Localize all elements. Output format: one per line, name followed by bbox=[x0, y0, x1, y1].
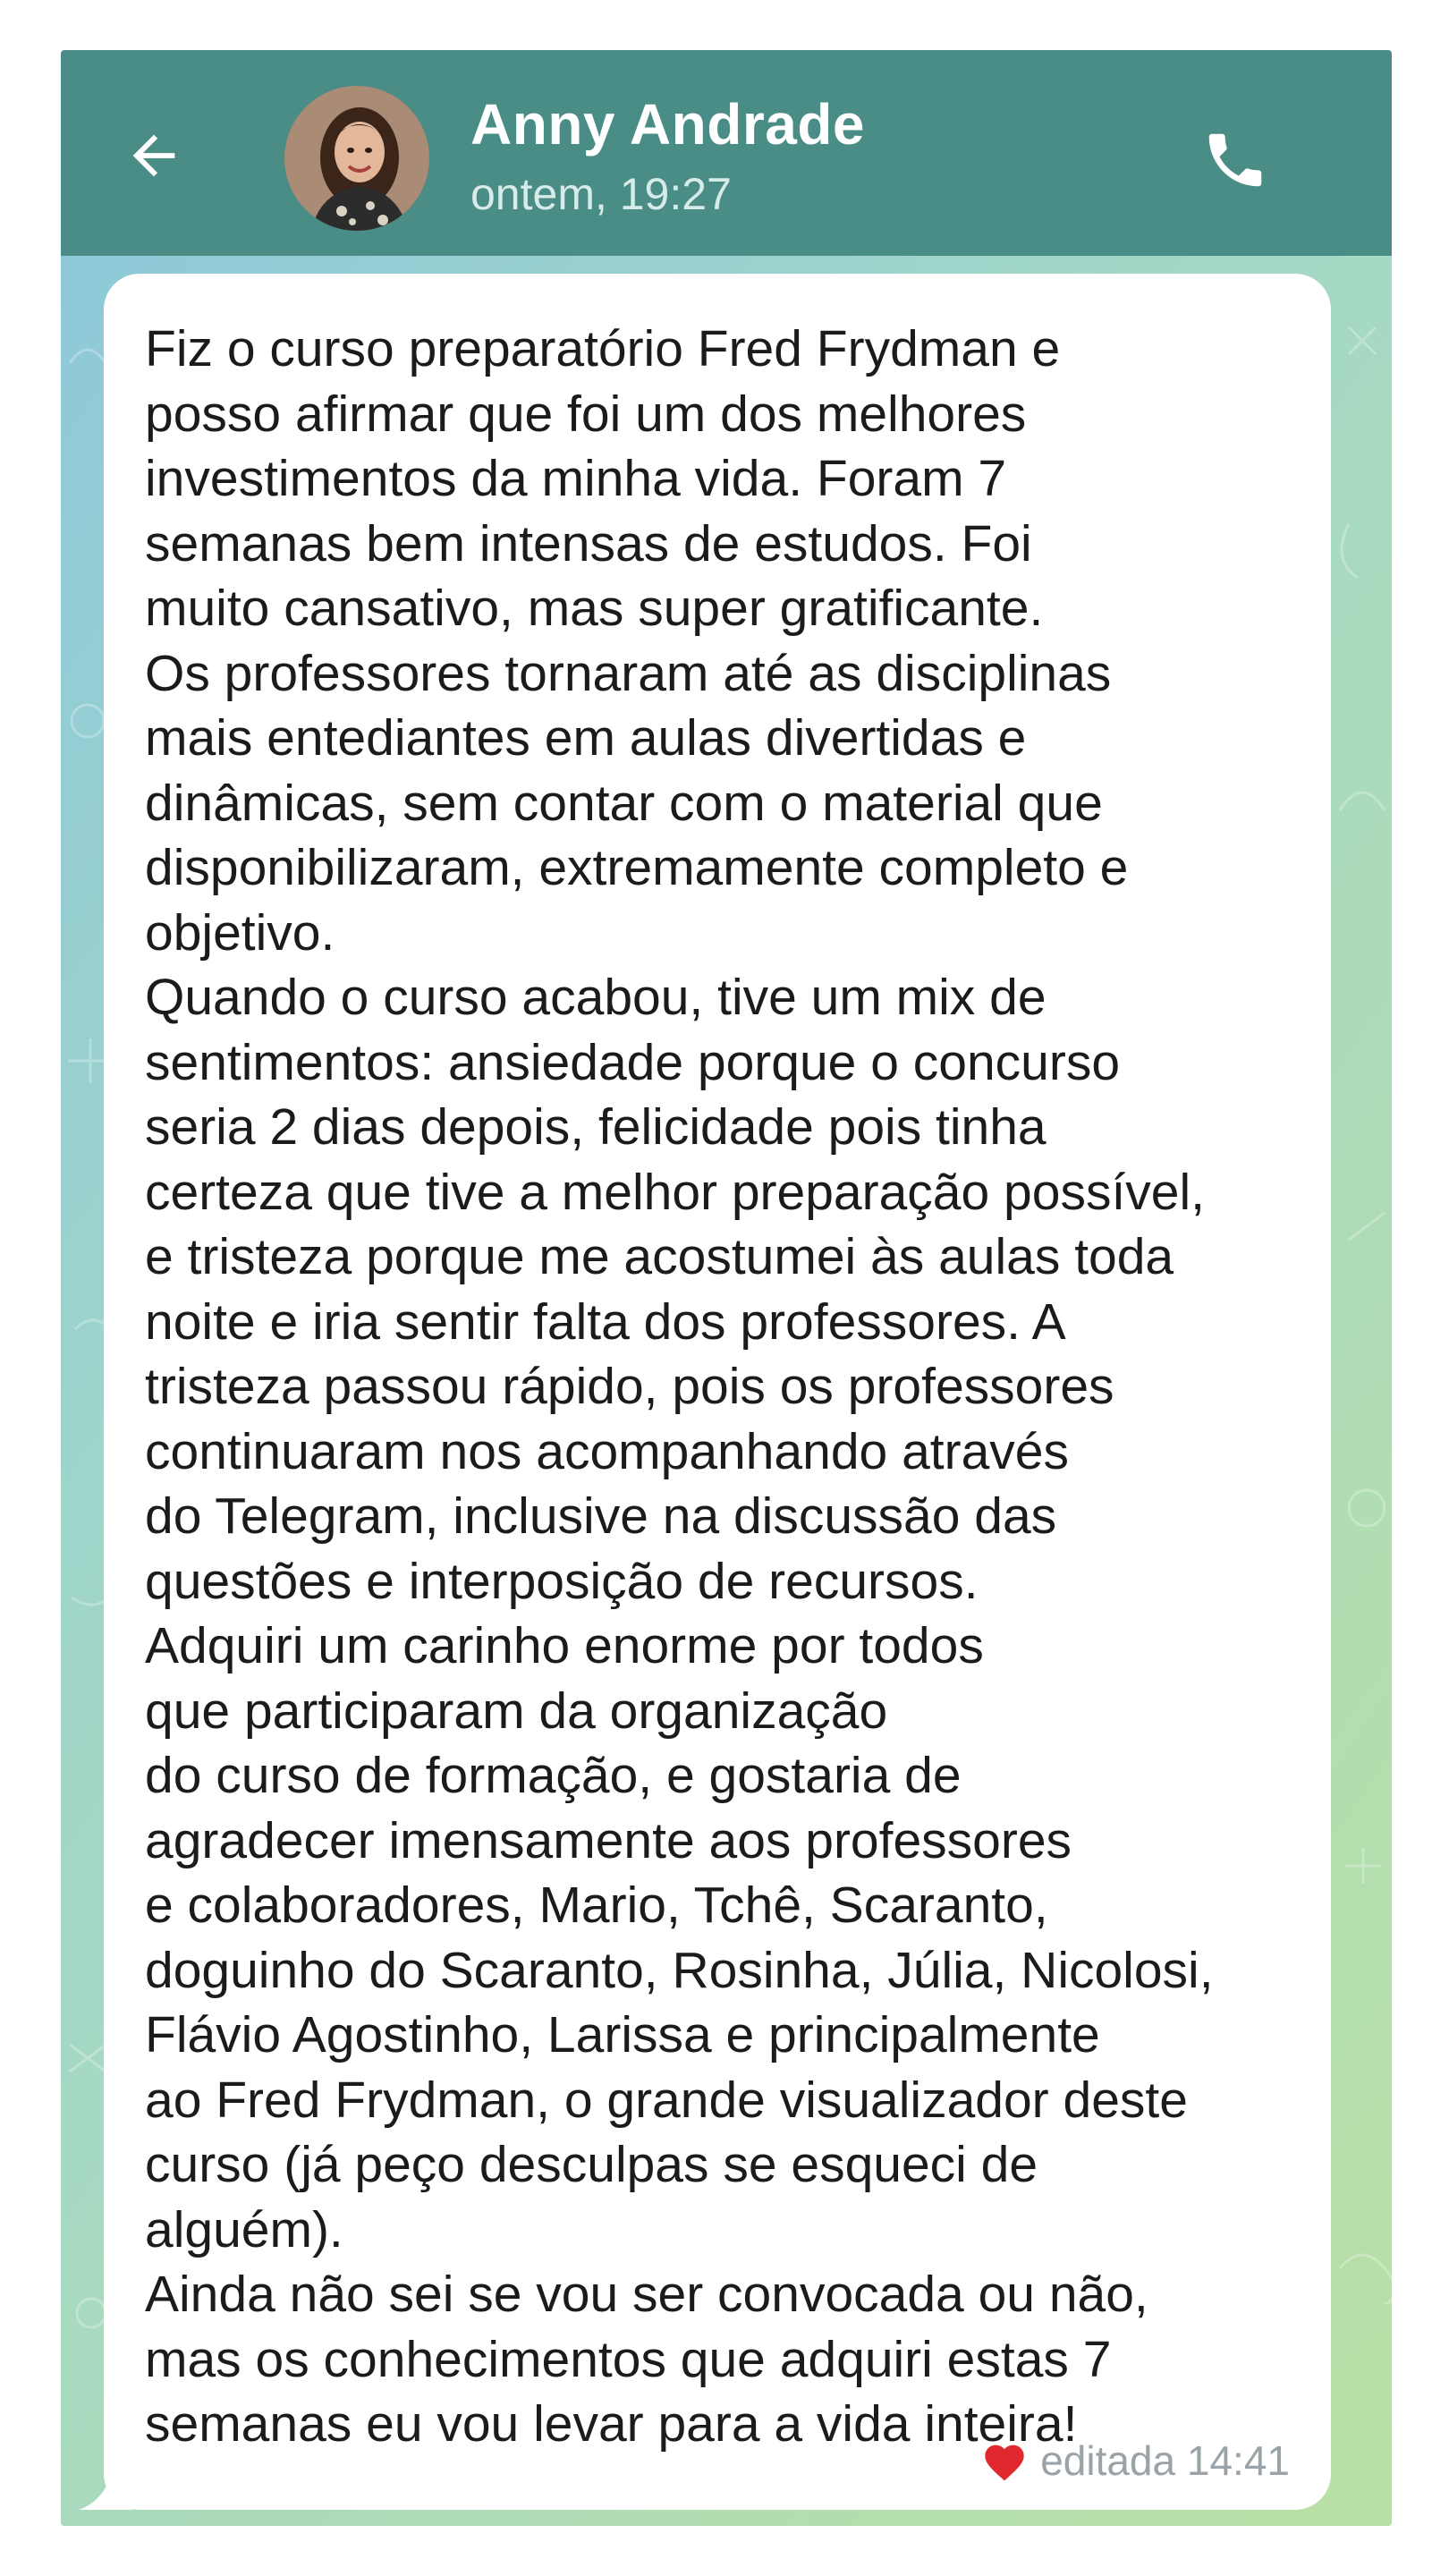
avatar[interactable] bbox=[284, 86, 429, 231]
avatar-image bbox=[284, 86, 429, 231]
heart-icon[interactable] bbox=[981, 2439, 1028, 2482]
message-text: Fiz o curso preparatório Fred Frydman e posso afirmar que foi um dos melhores investimentos da minha vida. Foram 7 semanas bem intensas de estudos. Foi muito cansativo, mas super gratificante. Os professores tornaram até as disciplinas mais entediantes em aulas divertidas e dinâmicas, sem contar com o material que disponibilizaram, extremamente completo e objetivo. Quando o curso acabou, tive um mix de sentimentos: ansiedade porque o concurso seria 2 dias depois, felicidade pois tinha certeza que tive a melhor preparação possível, e tristeza porque me acostumei às aulas toda noite e iria sentir falta dos professores. A tristeza passou rápido, pois os professores continuaram nos acompanhando através do Telegram, inclusive na discussão das questões e interposição de recursos. Adquiri um carinho enorme por todos que participaram da organização do curso de formação, e gostaria de agradecer imensamente aos professores e colaboradores, Mario, Tchê, Scaranto, doguinho do Scaranto, Rosinha, Júlia, Nicolosi, Flávio Agostinho, Larissa e principalmente ao Fred Frydman, o grande visualizador deste curso (já peço desculpas se esqueci de alguém). Ainda não sei se vou ser convocada ou não, mas os conhecimentos que adquiri estas 7 semanas eu vou levar para a vida inteira! bbox=[145, 320, 1214, 2453]
last-seen-status: ontem, 19:27 bbox=[470, 169, 732, 219]
chat-background bbox=[61, 256, 1392, 2526]
back-button[interactable] bbox=[118, 120, 190, 191]
message-bubble[interactable] bbox=[104, 274, 1331, 2510]
chat-window bbox=[61, 50, 1392, 2526]
arrow-left-icon bbox=[123, 124, 185, 187]
phone-icon bbox=[1200, 125, 1270, 195]
contact-name[interactable]: Anny Andrade bbox=[470, 92, 865, 157]
chat-header bbox=[61, 50, 1392, 256]
edited-timestamp: editada 14:41 bbox=[1040, 2437, 1290, 2484]
message-meta bbox=[981, 2436, 1290, 2485]
call-button[interactable] bbox=[1195, 120, 1275, 200]
